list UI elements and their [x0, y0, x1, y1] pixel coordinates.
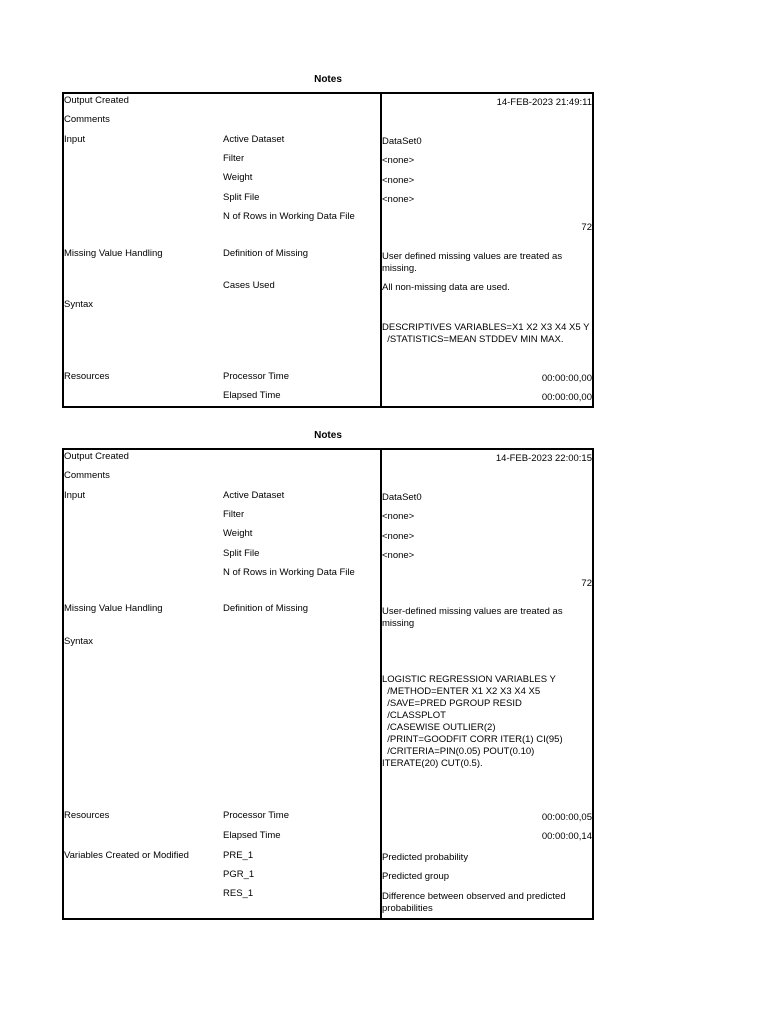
row-label-syntax: Syntax [64, 299, 94, 310]
sublabel-definition-of-missing: Definition of Missing [223, 603, 309, 614]
sublabel-filter: Filter [223, 153, 245, 164]
row-label-input: Input [64, 490, 86, 501]
value-pre-1: Predicted probability [382, 852, 469, 863]
value-elapsed-time: 00:00:00,00 [541, 392, 592, 403]
value-n-rows: 72 [581, 222, 592, 233]
value-processor-time: 00:00:00,00 [541, 373, 592, 384]
notes-table [62, 448, 594, 920]
sublabel-elapsed-time: Elapsed Time [223, 390, 281, 401]
value-syntax: DESCRIPTIVES VARIABLES=X1 X2 X3 X4 X5 Y /STATISTICS=MEAN STDDEV MIN MAX. [382, 322, 590, 345]
sublabel-elapsed-time: Elapsed Time [223, 830, 281, 841]
notes-table [62, 92, 594, 408]
sublabel-filter: Filter [223, 509, 245, 520]
row-label-comments: Comments [64, 114, 110, 125]
row-label-output-created: Output Created [64, 451, 129, 462]
sublabel-active-dataset: Active Dataset [223, 134, 285, 145]
value-weight: <none> [382, 175, 415, 186]
notes-title: Notes [314, 74, 342, 85]
value-res-1: Difference between observed and predicted probabilities [382, 891, 566, 914]
value-processor-time: 00:00:00,05 [541, 812, 592, 823]
value-n-rows: 72 [581, 578, 592, 589]
sublabel-weight: Weight [223, 172, 253, 183]
row-label-syntax: Syntax [64, 636, 94, 647]
value-split-file: <none> [382, 550, 415, 561]
row-label-comments: Comments [64, 470, 110, 481]
sublabel-pgr-1: PGR_1 [223, 869, 255, 880]
row-label-missing-value-handling: Missing Value Handling [64, 248, 163, 259]
sublabel-res-1: RES_1 [223, 888, 254, 899]
sublabel-active-dataset: Active Dataset [223, 490, 285, 501]
notes-title: Notes [314, 430, 342, 441]
sublabel-split-file: Split File [223, 192, 260, 203]
row-label-output-created: Output Created [64, 95, 129, 106]
value-definition-of-missing: User-defined missing values are treated as missing [382, 606, 563, 629]
row-label-resources: Resources [64, 810, 110, 821]
sublabel-pre-1: PRE_1 [223, 850, 254, 861]
value-split-file: <none> [382, 194, 415, 205]
sublabel-n-rows: N of Rows in Working Data File [223, 567, 355, 578]
value-pgr-1: Predicted group [382, 871, 450, 882]
row-label-missing-value-handling: Missing Value Handling [64, 603, 163, 614]
value-filter: <none> [382, 511, 415, 522]
sublabel-n-rows: N of Rows in Working Data File [223, 211, 355, 222]
value-syntax: LOGISTIC REGRESSION VARIABLES Y /METHOD=ENTER X1 X2 X3 X4 X5 /SAVE=PRED PGROUP RESID /CLASSPLOT /CASEWISE OUTLIER(2) /PRINT=GOODFIT CORR ITER(1) CI(95) /CRITERIA=PIN(0.05) POUT(0.10) ITERATE(20) CUT(0.5). [382, 674, 563, 769]
sublabel-processor-time: Processor Time [223, 810, 289, 821]
value-elapsed-time: 00:00:00,14 [541, 831, 592, 842]
sublabel-weight: Weight [223, 528, 253, 539]
value-output-created: 14-FEB-2023 21:49:11 [496, 97, 592, 108]
value-filter: <none> [382, 155, 415, 166]
sublabel-definition-of-missing: Definition of Missing [223, 248, 309, 259]
value-active-dataset: DataSet0 [382, 136, 422, 147]
sublabel-split-file: Split File [223, 548, 260, 559]
row-label-input: Input [64, 134, 86, 145]
value-weight: <none> [382, 531, 415, 542]
sublabel-cases-used: Cases Used [223, 280, 275, 291]
row-label-resources: Resources [64, 371, 110, 382]
value-definition-of-missing: User defined missing values are treated as missing. [382, 251, 563, 274]
sublabel-processor-time: Processor Time [223, 371, 289, 382]
value-active-dataset: DataSet0 [382, 492, 422, 503]
value-output-created: 14-FEB-2023 22:00:15 [495, 453, 592, 464]
value-cases-used: All non-missing data are used. [382, 282, 510, 293]
row-label-variables-created: Variables Created or Modified [64, 850, 189, 861]
